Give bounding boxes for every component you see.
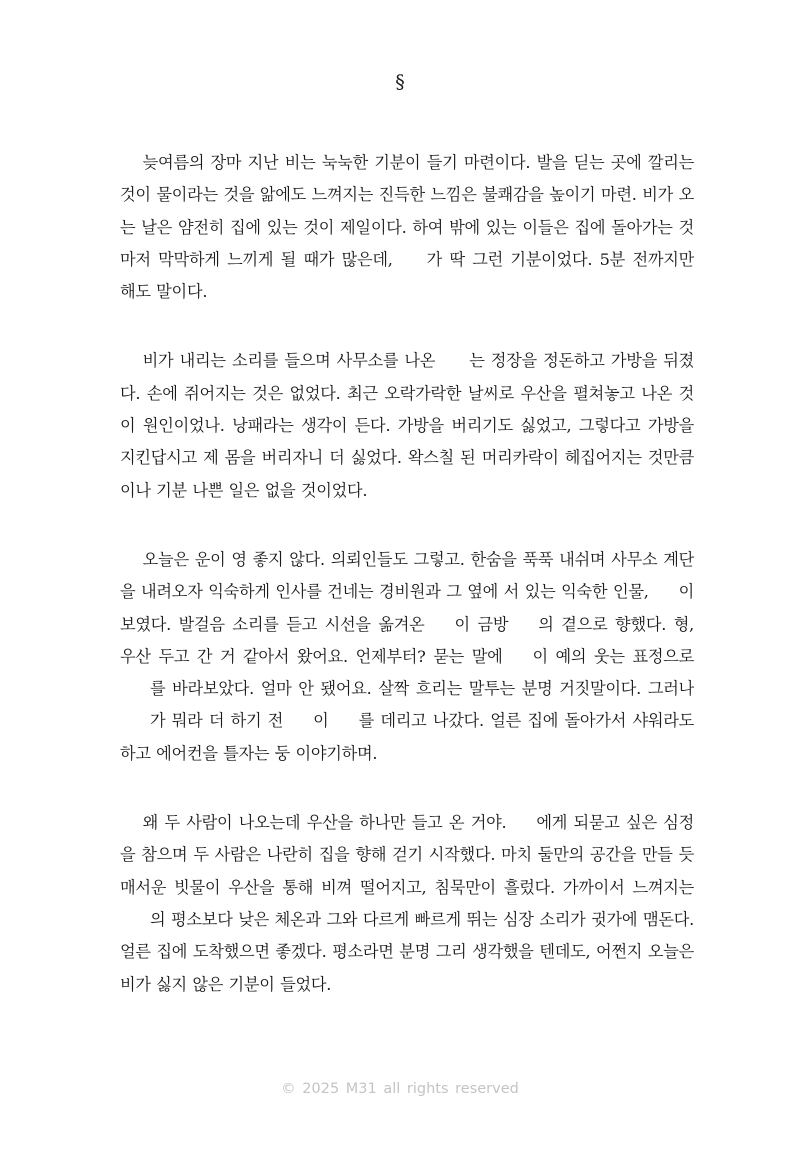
text-segment: 의 평소보다 낮은 체온과 그와 다르게 빠르게 뛰는 심장 소리가 귓가에 맴돈다. 얼른 집에 도착했으면 좋겠다. 평소라면 분명 그리 생각했을 텐데도, 어쩐지 오늘은 비가 싫지 않은 기분이 들었다. — [120, 909, 694, 994]
text-segment: 이 예의 웃는 표정으로 — [532, 646, 694, 666]
section-mark: § — [395, 71, 405, 93]
text-segment: 이 보였다. 발걸음 소리를 듣고 시선을 옮겨온 — [120, 582, 694, 634]
text-segment: 의 곁으로 향했다. 형, 우산 두고 간 거 같아서 왔어요. 언제부터? 묻는 말에 — [120, 614, 695, 666]
text-segment: 왜 두 사람이 나오는데 우산을 하나만 들고 온 거야. — [142, 813, 507, 833]
text-segment: 오늘은 운이 영 좋지 않다. 의뢰인들도 그렇고. 한숨을 푹푹 내쉬며 사무소 계단을 내려오자 익숙하게 인사를 건네는 경비원과 그 옆에 서 있는 익숙한 인물, — [120, 549, 694, 602]
text-segment: 비가 내리는 소리를 들으며 사무소를 나온 — [142, 351, 436, 371]
text-segment: 가 딱 그런 기분이었다. 5분 전까지만 해도 말이다. — [120, 249, 694, 302]
copyright-footer: © 2025 M31 all rights reserved — [281, 1081, 519, 1097]
text-segment: 늦여름의 장마 지난 비는 눅눅한 기분이 들기 마련이다. 발을 딛는 곳에 깔리는 것이 물이라는 것을 앎에도 느껴지는 진득한 느낌은 불쾌감을 높이기 마련. 비가 오는 날은 얌전히 집에 있는 것이 제일이다. 하여 밖에 있는 이들은 집에 돌아가는 것마저 막막하게 느끼게 될 때가 많은데, — [120, 153, 694, 269]
text-segment: 는 정장을 정돈하고 가방을 뒤졌다. 손에 쥐어지는 것은 없었다. 최근 오락가락한 날씨로 우산을 펼쳐놓고 나온 것이 원인이었나. 낭패라는 생각이 든다. 가방을 버리기도 싫었고, 그렇다고 가방을 지킨답시고 제 몸을 버리자니 더 싫었다. 왁스칠 된 머리카락이 헤집어지는 것만큼이나 기분 나쁜 일은 없을 것이었다. — [120, 351, 694, 500]
text-segment: 를 데리고 나갔다. 얼른 집에 돌아가서 샤워라도 하고 에어컨을 틀자는 둥 이야기하며. — [120, 711, 694, 763]
text-segment: 가 뭐라 더 하기 전 — [150, 711, 284, 731]
text-segment: 에게 되묻고 싶은 심정을 참으며 두 사람은 나란히 집을 향해 걷기 시작했다. 마치 둘만의 공간을 만들 듯 매서운 빗물이 우산을 통해 비껴 떨어지고, 침묵만이 흘렀다. 가까이서 느껴지는 — [120, 813, 694, 897]
paragraph-1 — [120, 147, 694, 308]
text-segment: 를 바라보았다. 얼마 안 됐어요. 살짝 흐리는 말투는 분명 거짓말이다. 그러나 — [150, 679, 694, 699]
text-segment: 이 — [313, 711, 329, 731]
paragraph-3 — [120, 544, 694, 770]
text-segment: 이 금방 — [454, 614, 509, 634]
paragraph-4 — [120, 807, 694, 1001]
paragraph-2 — [120, 345, 694, 506]
story-body — [120, 147, 694, 1038]
